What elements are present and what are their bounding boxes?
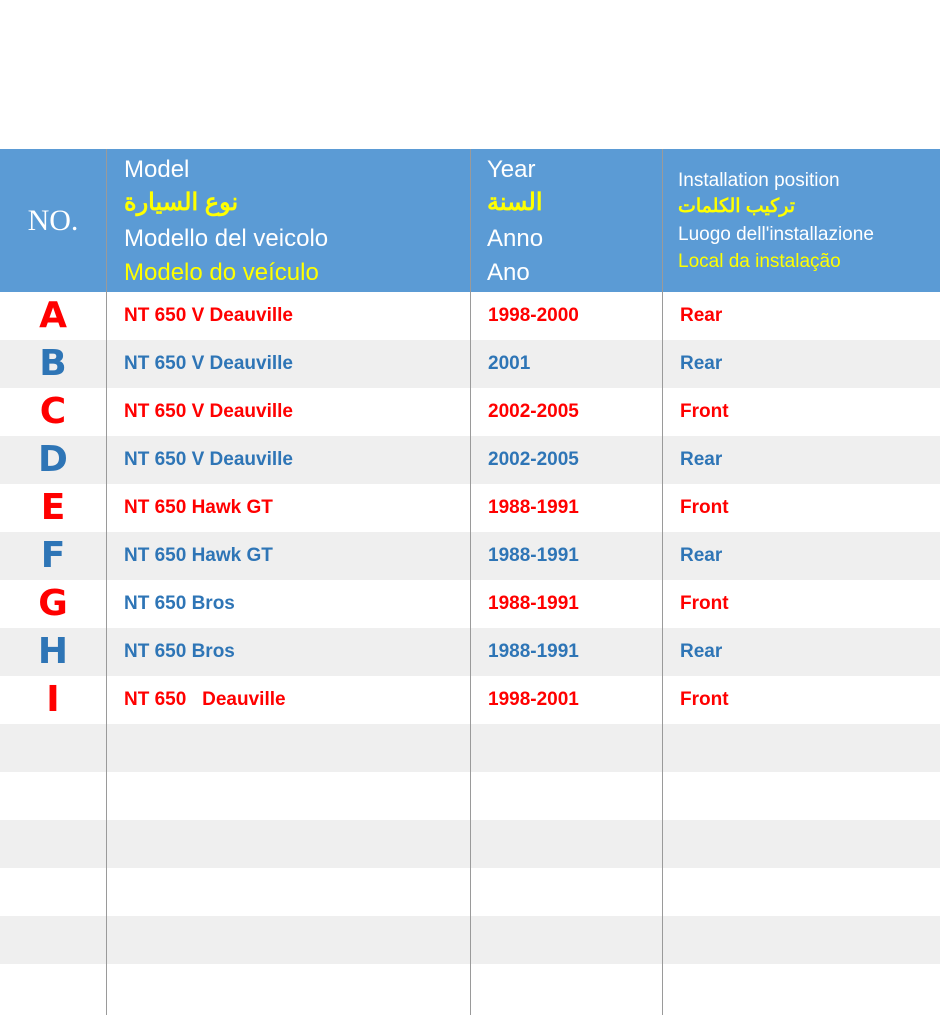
row-model: NT 650 V Deauville — [124, 305, 293, 326]
row-position: Rear — [680, 449, 723, 470]
row-model: NT 650 Hawk GT — [124, 497, 273, 518]
row-year: 1988-1991 — [488, 641, 579, 662]
header-position-pt: Local da instalação — [678, 251, 841, 272]
row-letter: F — [40, 535, 66, 576]
row-model: NT 650 Deauville — [124, 689, 286, 710]
row-position: Front — [680, 593, 729, 614]
header-year-pt: Ano — [487, 259, 530, 286]
row-year: 2002-2005 — [488, 449, 579, 470]
row-letter: D — [38, 439, 68, 480]
row-letter: G — [38, 583, 68, 624]
header-model-ar: نوع السيارة — [124, 189, 239, 216]
header-position-en: Installation position — [678, 170, 840, 191]
row-position: Rear — [680, 545, 723, 566]
row-letter: B — [39, 343, 67, 384]
row-year: 1988-1991 — [488, 497, 579, 518]
row-position: Rear — [680, 353, 723, 374]
header-position-it: Luogo dell'installazione — [678, 224, 874, 245]
column-divider — [106, 149, 107, 1015]
header-year — [471, 149, 662, 292]
row-letter: H — [37, 631, 69, 672]
row-year: 1988-1991 — [488, 545, 579, 566]
header-year-ar: السنة — [487, 189, 543, 216]
column-divider — [662, 149, 663, 1015]
row-position: Front — [680, 497, 729, 518]
header-model-pt: Modelo do veículo — [124, 259, 319, 286]
column-divider — [470, 149, 471, 1015]
header-model-it: Modello del veicolo — [124, 225, 329, 252]
row-model: NT 650 V Deauville — [124, 353, 293, 374]
row-model: NT 650 V Deauville — [124, 401, 293, 422]
row-letter: E — [40, 487, 66, 528]
row-position: Front — [680, 689, 729, 710]
header-model — [107, 149, 470, 292]
header-position-ar: تركيب الكلمات — [678, 196, 795, 217]
compatibility-table — [0, 149, 940, 1015]
row-year: 2001 — [488, 353, 531, 374]
header-year-en: Year — [487, 156, 536, 183]
row-letter: I — [46, 679, 60, 720]
row-model: NT 650 Bros — [124, 641, 235, 662]
row-model: NT 650 Hawk GT — [124, 545, 273, 566]
header-position — [663, 149, 940, 292]
row-year: 1988-1991 — [488, 593, 579, 614]
row-letter: A — [39, 295, 67, 336]
row-year: 1998-2000 — [488, 305, 579, 326]
row-position: Front — [680, 401, 729, 422]
header-year-it: Anno — [487, 225, 544, 252]
row-model: NT 650 V Deauville — [124, 449, 293, 470]
row-letter: C — [39, 391, 67, 432]
row-model: NT 650 Bros — [124, 593, 235, 614]
header-no-label: NO. — [27, 203, 79, 237]
row-year: 2002-2005 — [488, 401, 579, 422]
row-year: 1998-2001 — [488, 689, 579, 710]
row-position: Rear — [680, 305, 723, 326]
header-model-en: Model — [124, 156, 190, 183]
header-no — [0, 149, 106, 292]
row-position: Rear — [680, 641, 723, 662]
